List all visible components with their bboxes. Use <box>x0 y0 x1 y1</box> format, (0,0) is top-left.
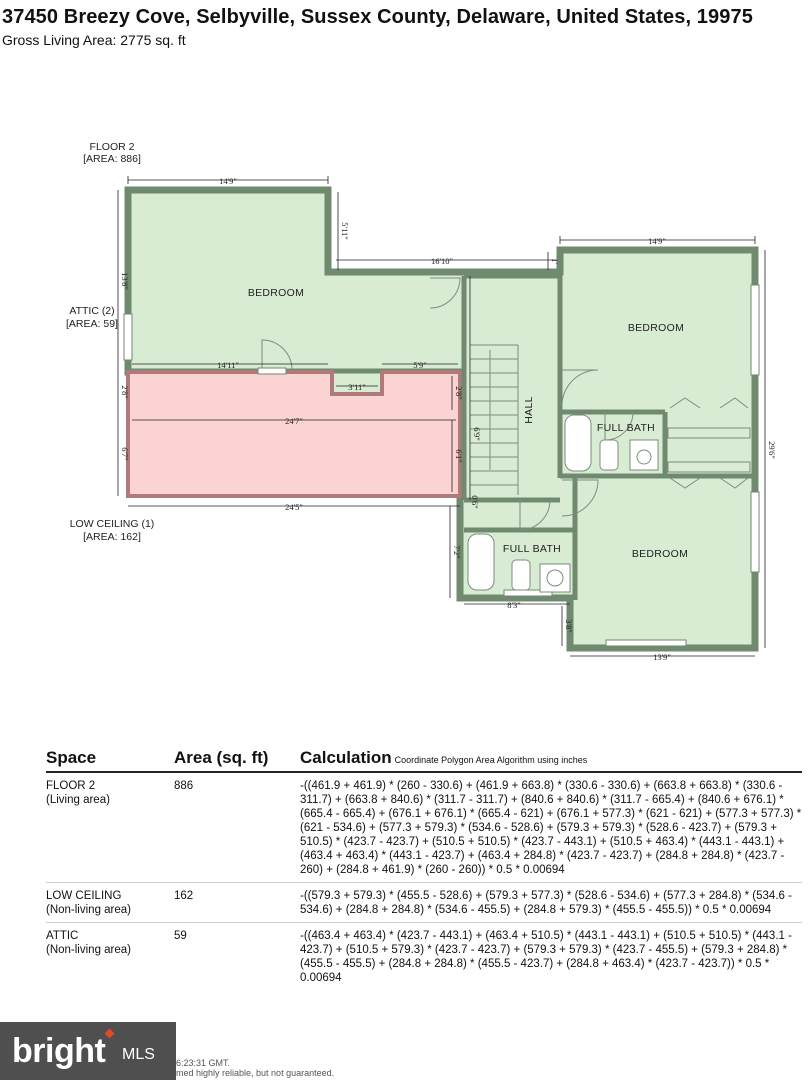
row-space: ATTIC <box>46 930 79 942</box>
dim-low-right-b: 6'1" <box>454 449 464 463</box>
header-space: Space <box>46 748 97 767</box>
row-area: 162 <box>174 890 194 902</box>
low-ceiling-area-label: [AREA: 162] <box>83 531 141 543</box>
footer-timestamp: 6:23:31 GMT. <box>176 1058 231 1068</box>
floor-label: FLOOR 2 <box>89 141 135 153</box>
dim-top-left: 14'9" <box>219 176 237 186</box>
gross-living-area: Gross Living Area: 2775 sq. ft <box>2 32 186 48</box>
dim-bottom-right: 13'9" <box>653 652 671 662</box>
dim-bath-w: 8'3" <box>507 600 521 610</box>
row-type: (Non-living area) <box>46 904 132 916</box>
dim-low-right-a: 2'8" <box>454 386 464 400</box>
dim-small-zero: 0'6" <box>470 495 480 509</box>
row-calc: -((461.9 + 461.9) * (260 - 330.6) + (461.9 + 663.8) * (330.6 - 330.6) + (663.8 + 663.8) * (330.6 - 311.7) + (663.8 + 840.6) * (311.7 - 311.7) + (840.6 + 840.6) * (311.7 - 665.4) + (840.6 + 676.1) * (665.4 - 665.4) + (676.1 + 676.1) * (665.4 - 621) + (676.1 + 577.3) * (621 - 621) + (577.3 + 577.3) * (621 - 534.6) + (577.3 + 579.3) * (534.6 - 528.6) + (579.3 + 579.3) * (528.6 - 423.7) + (579.3 + 510.5) * (423.7 - 423.7) + (510.5 + 510.5) * (423.7 - 443.1) + (510.5 + 463.4) * (443.1 - 443.1) + (463.4 + 463.4) * (443.1 - 423.7) + (463.4 + 284.8) * (423.7 - 423.7) + (284.8 + 284.8) * (423.7 - 260) + (284.8 + 461.9) * (260 - 260)) * 0.5 * 0.00694 <box>300 780 802 876</box>
table-row <box>46 773 802 877</box>
row-type: (Living area) <box>46 794 110 806</box>
header-calculation-note: Coordinate Polygon Area Algorithm using inches <box>394 755 588 765</box>
dim-low-bottom: 24'5" <box>285 502 303 512</box>
bright-mls-logo <box>0 1022 176 1080</box>
room-hall: HALL <box>523 396 535 424</box>
dim-right-v: 29'6" <box>767 441 777 459</box>
dim-top-right: 14'9" <box>648 236 666 246</box>
logo-text: bright <box>12 1032 106 1070</box>
room-full-bath-upper: FULL BATH <box>596 422 656 434</box>
footer-disclaimer: med highly reliable, but not guaranteed. <box>176 1068 335 1078</box>
dim-mid-3-11: 3'11" <box>348 382 366 392</box>
table-row <box>46 882 802 917</box>
table-row <box>46 922 802 985</box>
logo-accent-icon <box>105 1029 115 1039</box>
row-calc: -((463.4 + 463.4) * (423.7 - 443.1) + (463.4 + 510.5) * (443.1 - 443.1) + (510.5 + 510.5) * (443.1 - 423.7) + (510.5 + 579.3) * (423.7 - 423.7) + (579.3 + 579.3) * (423.7 - 455.5) + (579.3 + 284.8) * (455.5 - 455.5) + (284.8 + 284.8) * (455.5 - 423.7) + (284.8 + 463.4) * (423.7 - 423.7)) * 0.5 * 0.00694 <box>300 930 792 984</box>
floor-area-label: [AREA: 886] <box>83 153 141 165</box>
dim-attic-v: 2'8" <box>120 385 130 399</box>
logo-mls-text: MLS <box>122 1046 155 1063</box>
attic-label: ATTIC (2) <box>69 305 115 317</box>
dim-top-mid: 16'10" <box>430 256 454 266</box>
dim-mid-14-11: 14'11" <box>217 360 239 370</box>
dim-small-3-8: 3'8" <box>564 619 574 633</box>
dim-bath-v: 7'2" <box>452 545 462 559</box>
dim-low-v: 6'7" <box>120 447 130 461</box>
header-area: Area (sq. ft) <box>174 748 269 767</box>
room-bedroom-right-bottom: BEDROOM <box>631 548 689 560</box>
row-space: FLOOR 2 <box>46 780 96 792</box>
dim-left-v: 13'8" <box>120 272 130 290</box>
attic-area-label: [AREA: 59] <box>66 318 118 330</box>
dim-low-width: 24'7" <box>285 416 303 426</box>
row-area: 886 <box>174 780 194 792</box>
dim-hall-v: 6'9" <box>472 427 482 441</box>
page-title: 37450 Breezy Cove, Selbyville, Sussex County, Delaware, United States, 19975 <box>2 6 753 28</box>
low-ceiling-shape <box>128 372 460 496</box>
dim-small-step: 1' <box>550 258 560 264</box>
dim-mid-5-9: 5'9" <box>413 360 427 370</box>
room-bedroom-left: BEDROOM <box>247 287 305 299</box>
row-type: (Non-living area) <box>46 944 132 956</box>
row-space: LOW CEILING <box>46 890 122 902</box>
header-calculation: Calculation <box>300 748 392 767</box>
row-calc: -((579.3 + 579.3) * (455.5 - 528.6) + (579.3 + 577.3) * (528.6 - 534.6) + (577.3 + 284.8) * (534.6 - 534.6) + (284.8 + 284.8) * (534.6 - 455.5) + (284.8 + 579.3) * (455.5 - 455.5)) * 0.5 * 0.00694 <box>300 890 792 916</box>
low-ceiling-label: LOW CEILING (1) <box>69 518 155 530</box>
area-table-header <box>46 748 802 773</box>
row-area: 59 <box>174 930 187 942</box>
area-table <box>46 748 802 985</box>
room-full-bath-lower: FULL BATH <box>502 543 562 555</box>
dim-notch-v: 5'11" <box>340 222 350 240</box>
room-bedroom-right-top: BEDROOM <box>627 322 685 334</box>
